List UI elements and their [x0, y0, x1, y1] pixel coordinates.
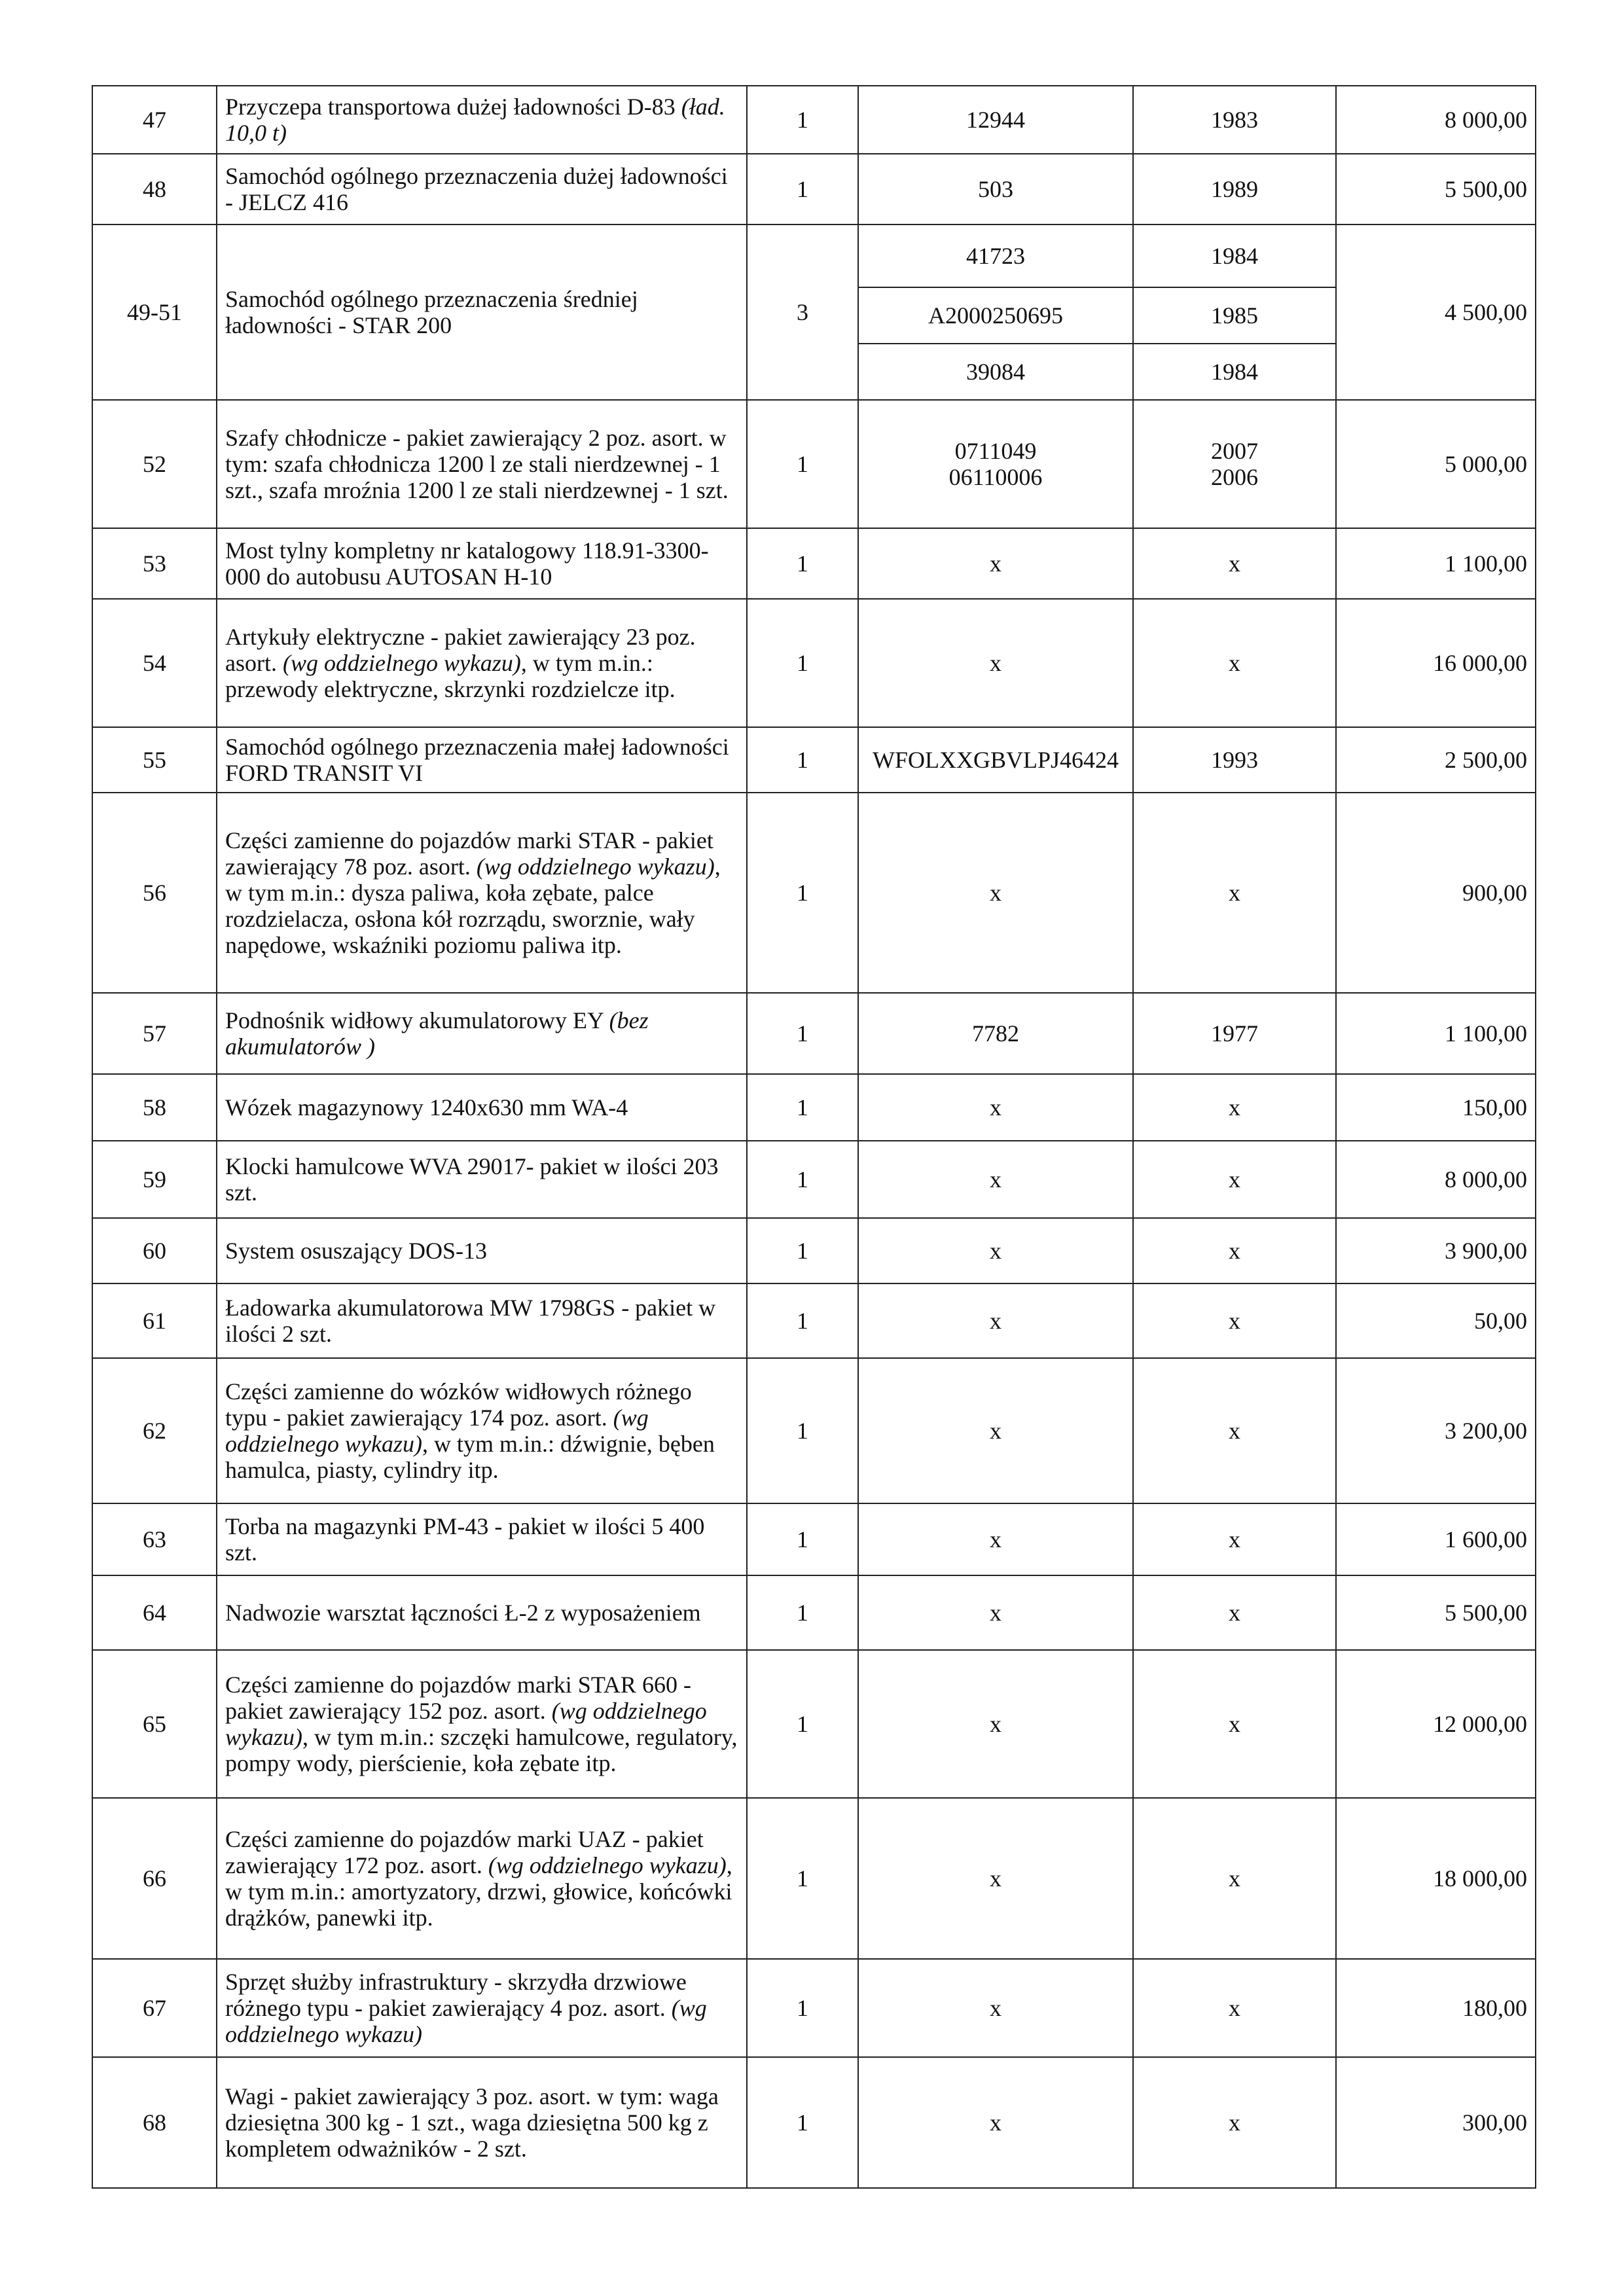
item-name: Samochód ogólnego przeznaczenia średniej ładowności - STAR 200 [217, 224, 747, 400]
table-row [92, 599, 1536, 727]
item-name [217, 793, 747, 993]
item-quantity: 1 [747, 1358, 858, 1503]
item-number: 61 [92, 1283, 217, 1358]
item-year: 1984 [1133, 344, 1336, 400]
item-value: 900,00 [1336, 793, 1536, 993]
item-year: 1989 [1133, 154, 1336, 224]
table-row [92, 400, 1536, 528]
item-number: 66 [92, 1798, 217, 1959]
item-name-note: (wg oddzielnego wykazu) [488, 1852, 727, 1878]
item-year: x [1133, 1959, 1336, 2057]
item-name-text: Sprzęt służby infrastruktury - skrzydła drzwiowe różnego typu - pakiet zawierający 4 poz. asort. [225, 1969, 687, 2021]
item-quantity: 1 [747, 793, 858, 993]
item-number: 63 [92, 1503, 217, 1575]
item-year: 1977 [1133, 993, 1336, 1074]
item-serial: x [858, 1141, 1133, 1218]
item-quantity: 1 [747, 154, 858, 224]
item-serial: x [858, 1074, 1133, 1141]
item-year: x [1133, 2057, 1336, 2188]
item-quantity: 1 [747, 993, 858, 1074]
item-quantity: 1 [747, 1283, 858, 1358]
item-serial: 0711049 06110006 [858, 400, 1133, 528]
item-serial: WFOLXXGBVLPJ46424 [858, 727, 1133, 793]
item-number: 52 [92, 400, 217, 528]
item-name-note: (wg oddzielnego wykazu) [225, 1405, 649, 1457]
item-quantity: 1 [747, 400, 858, 528]
item-number: 67 [92, 1959, 217, 2057]
item-value: 2 500,00 [1336, 727, 1536, 793]
item-serial: x [858, 1503, 1133, 1575]
item-name-tail: , w tym m.in.: przewody elektryczne, skrzynki rozdzielcze itp. [225, 650, 676, 702]
item-quantity: 1 [747, 599, 858, 727]
item-name [217, 1959, 747, 2057]
inventory-table [92, 85, 1536, 2189]
item-name-note: (wg oddzielnego wykazu) [225, 1995, 707, 2047]
table-row [92, 793, 1536, 993]
table-row [92, 1503, 1536, 1575]
item-year: 1985 [1133, 287, 1336, 344]
item-name [217, 993, 747, 1074]
item-number: 65 [92, 1650, 217, 1798]
item-value: 50,00 [1336, 1283, 1536, 1358]
item-name-note: (wg oddzielnego wykazu) [476, 853, 715, 880]
table-row [92, 1358, 1536, 1503]
item-serial: 503 [858, 154, 1133, 224]
item-name-text: Podnośnik widłowy akumulatorowy EY [225, 1007, 609, 1033]
item-name: Samochód ogólnego przeznaczenia dużej ładowności - JELCZ 416 [217, 154, 747, 224]
table-row [92, 1074, 1536, 1141]
table-row [92, 1575, 1536, 1650]
item-name: Klocki hamulcowe WVA 29017- pakiet w ilości 203 szt. [217, 1141, 747, 1218]
item-serial: x [858, 528, 1133, 599]
item-number: 55 [92, 727, 217, 793]
table-row [92, 993, 1536, 1074]
item-serial: A2000250695 [858, 287, 1133, 344]
item-number: 58 [92, 1074, 217, 1141]
item-name-note: (bez akumulatorów ) [225, 1007, 649, 1060]
item-quantity: 1 [747, 528, 858, 599]
item-value: 8 000,00 [1336, 1141, 1536, 1218]
item-name-tail: , w tym m.in.: dysza paliwa, koła zębate, palce rozdzielacza, osłona kół rozrządu, sworznie, wały napędowe, wskaźniki poziomu paliwa itp. [225, 853, 721, 958]
item-value: 3 900,00 [1336, 1218, 1536, 1283]
item-quantity: 1 [747, 1575, 858, 1650]
table-row [92, 154, 1536, 224]
item-name-note: (wg oddzielnego wykazu) [225, 1698, 707, 1750]
item-name: Samochód ogólnego przeznaczenia małej ładowności FORD TRANSIT VI [217, 727, 747, 793]
item-value: 18 000,00 [1336, 1798, 1536, 1959]
item-value: 4 500,00 [1336, 224, 1536, 400]
item-serial: 39084 [858, 344, 1133, 400]
item-name-text: Części zamienne do pojazdów marki STAR 660 - pakiet zawierający 152 poz. asort. [225, 1672, 691, 1724]
item-year: x [1133, 793, 1336, 993]
table-row [92, 1798, 1536, 1959]
item-year: x [1133, 1798, 1336, 1959]
item-serial: x [858, 599, 1133, 727]
item-name-text: Części zamienne do wózków widłowych różnego typu - pakiet zawierający 174 poz. asort. [225, 1378, 692, 1431]
item-quantity: 1 [747, 727, 858, 793]
table-row [92, 86, 1536, 154]
item-value: 3 200,00 [1336, 1358, 1536, 1503]
item-year: x [1133, 1575, 1336, 1650]
item-quantity: 1 [747, 1218, 858, 1283]
item-number: 59 [92, 1141, 217, 1218]
item-number: 60 [92, 1218, 217, 1283]
table-row [92, 1218, 1536, 1283]
item-year: x [1133, 1283, 1336, 1358]
item-year: x [1133, 1218, 1336, 1283]
item-year: 1983 [1133, 86, 1336, 154]
item-name-note: (wg oddzielnego wykazu) [282, 650, 521, 676]
item-serial: 41723 [858, 224, 1133, 287]
item-serial: x [858, 1358, 1133, 1503]
item-name: Szafy chłodnicze - pakiet zawierający 2 poz. asort. w tym: szafa chłodnicza 1200 l ze stali nierdzewnej - 1 szt., szafa mroźnia 1200 l ze stali nierdzewnej - 1 szt. [217, 400, 747, 528]
table-row [92, 2057, 1536, 2188]
item-quantity: 1 [747, 1074, 858, 1141]
item-name: System osuszający DOS-13 [217, 1218, 747, 1283]
item-number: 49-51 [92, 224, 217, 400]
item-value: 5 500,00 [1336, 154, 1536, 224]
item-serial: x [858, 1798, 1133, 1959]
item-value: 300,00 [1336, 2057, 1536, 2188]
table-row [92, 224, 1536, 287]
item-name-text: Przyczepa transportowa dużej ładowności D-83 [225, 94, 676, 120]
item-name-tail: , w tym m.in.: amortyzatory, drzwi, głowice, końcówki drążków, panewki itp. [225, 1852, 732, 1931]
item-serial: x [858, 793, 1133, 993]
table-row [92, 1959, 1536, 2057]
item-name: Wózek magazynowy 1240x630 mm WA-4 [217, 1074, 747, 1141]
item-year: 2007 2006 [1133, 400, 1336, 528]
item-name [217, 599, 747, 727]
item-serial: x [858, 1283, 1133, 1358]
item-year: 1984 [1133, 224, 1336, 287]
item-name-tail: , w tym m.in.: szczęki hamulcowe, regulatory, pompy wody, pierścienie, koła zębate itp. [225, 1724, 738, 1776]
item-year: x [1133, 1650, 1336, 1798]
item-number: 62 [92, 1358, 217, 1503]
item-quantity: 1 [747, 86, 858, 154]
item-value: 1 100,00 [1336, 528, 1536, 599]
item-year: x [1133, 1141, 1336, 1218]
item-number: 54 [92, 599, 217, 727]
item-name [217, 86, 747, 154]
item-value: 1 600,00 [1336, 1503, 1536, 1575]
item-name-text: Części zamienne do pojazdów marki UAZ - pakiet zawierający 172 poz. asort. [225, 1826, 704, 1878]
table-row [92, 1283, 1536, 1358]
item-value: 150,00 [1336, 1074, 1536, 1141]
item-number: 57 [92, 993, 217, 1074]
item-name-note: (ład. 10,0 t) [225, 94, 725, 146]
item-value: 8 000,00 [1336, 86, 1536, 154]
item-quantity: 3 [747, 224, 858, 400]
item-name-tail: , w tym m.in.: dźwignie, bęben hamulca, piasty, cylindry itp. [225, 1431, 715, 1483]
item-year: x [1133, 599, 1336, 727]
table-row [92, 528, 1536, 599]
item-name [217, 1650, 747, 1798]
item-year: 1993 [1133, 727, 1336, 793]
item-value: 180,00 [1336, 1959, 1536, 2057]
item-serial: 12944 [858, 86, 1133, 154]
item-quantity: 1 [747, 1503, 858, 1575]
item-name: Torba na magazynki PM-43 - pakiet w ilości 5 400 szt. [217, 1503, 747, 1575]
item-year: x [1133, 528, 1336, 599]
item-quantity: 1 [747, 1798, 858, 1959]
table-row [92, 1650, 1536, 1798]
item-serial: x [858, 1959, 1133, 2057]
item-serial: x [858, 1650, 1133, 1798]
item-quantity: 1 [747, 1650, 858, 1798]
item-number: 47 [92, 86, 217, 154]
item-quantity: 1 [747, 1959, 858, 2057]
item-year: x [1133, 1503, 1336, 1575]
item-name [217, 1798, 747, 1959]
item-name: Most tylny kompletny nr katalogowy 118.91-3300-000 do autobusu AUTOSAN H-10 [217, 528, 747, 599]
item-quantity: 1 [747, 2057, 858, 2188]
item-name: Nadwozie warsztat łączności Ł-2 z wyposażeniem [217, 1575, 747, 1650]
item-serial: 7782 [858, 993, 1133, 1074]
item-name: Wagi - pakiet zawierający 3 poz. asort. w tym: waga dziesiętna 300 kg - 1 szt., waga dziesiętna 500 kg z kompletem odważników - 2 szt. [217, 2057, 747, 2188]
item-serial: x [858, 1575, 1133, 1650]
item-value: 16 000,00 [1336, 599, 1536, 727]
item-name-text: Części zamienne do pojazdów marki STAR - pakiet zawierający 78 poz. asort. [225, 827, 713, 880]
item-number: 48 [92, 154, 217, 224]
item-name-text: Artykuły elektryczne - pakiet zawierający 23 poz. asort. [225, 624, 696, 676]
item-value: 12 000,00 [1336, 1650, 1536, 1798]
item-value: 1 100,00 [1336, 993, 1536, 1074]
item-number: 64 [92, 1575, 217, 1650]
item-quantity: 1 [747, 1141, 858, 1218]
item-value: 5 500,00 [1336, 1575, 1536, 1650]
item-number: 56 [92, 793, 217, 993]
item-year: x [1133, 1074, 1336, 1141]
item-year: x [1133, 1358, 1336, 1503]
item-number: 68 [92, 2057, 217, 2188]
item-value: 5 000,00 [1336, 400, 1536, 528]
item-serial: x [858, 1218, 1133, 1283]
table-row [92, 727, 1536, 793]
table-row [92, 1141, 1536, 1218]
item-serial: x [858, 2057, 1133, 2188]
item-name: Ładowarka akumulatorowa MW 1798GS - pakiet w ilości 2 szt. [217, 1283, 747, 1358]
item-name [217, 1358, 747, 1503]
item-number: 53 [92, 528, 217, 599]
